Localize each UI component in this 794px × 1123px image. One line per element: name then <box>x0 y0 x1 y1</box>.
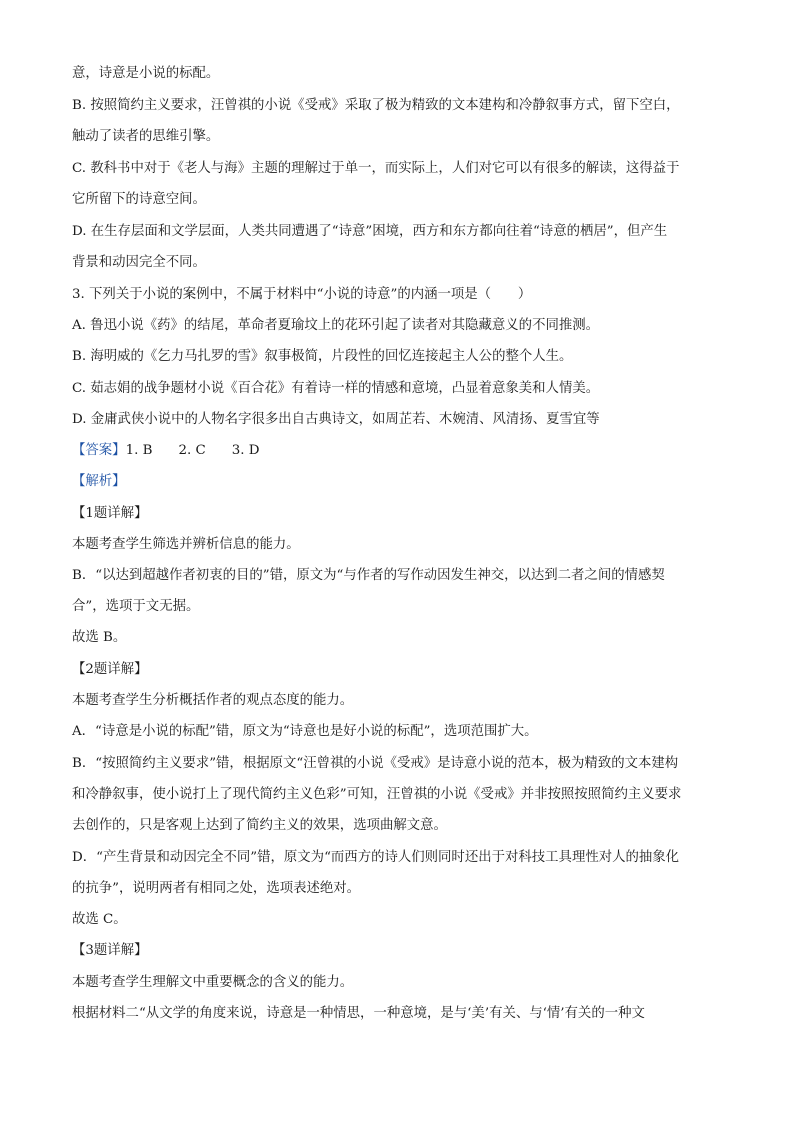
answer-item: 3. D <box>231 443 260 458</box>
analysis-label: 【解析】 <box>72 474 126 489</box>
answer-item: 1. B <box>125 443 153 458</box>
q2-line: 去创作的，只是客观上达到了简约主义的效果，选项曲解文意。 <box>72 818 447 833</box>
q2-conclusion: 故选 C。 <box>72 912 127 927</box>
q3-heading: 【3题详解】 <box>72 943 148 958</box>
answer-label: 【答案】 <box>72 443 126 458</box>
q1-line: 本题考查学生筛选并辨析信息的能力。 <box>72 537 300 552</box>
q2-line: 和冷静叙事，使小说打上了现代简约主义色彩”可知，汪曾祺的小说《受戒》并非按照按照简约主义要求 <box>72 787 682 802</box>
q1-conclusion: 故选 B。 <box>72 630 127 645</box>
q1-heading: 【1题详解】 <box>72 506 148 521</box>
question-3-option-c: C. 茹志娟的战争题材小说《百合花》有着诗一样的情感和意境，凸显着意象美和人情美。 <box>72 381 600 396</box>
answer-line <box>72 441 724 461</box>
q2-line: 本题考查学生分析概括作者的观点态度的能力。 <box>72 693 354 708</box>
q2-line: 的抗争”，说明两者有相同之处，选项表述绝对。 <box>72 881 361 896</box>
question-3-option-b: B. 海明威的《乞力马扎罗的雪》叙事极简，片段性的回忆连接起主人公的整个人生。 <box>72 349 573 364</box>
question-3-option-a: A. 鲁迅小说《药》的结尾，革命者夏瑜坟上的花环引起了读者对其隐藏意义的不同推测。 <box>72 318 600 333</box>
q2-heading: 【2题详解】 <box>72 662 148 677</box>
text-line: 触动了读者的思维引擎。 <box>72 129 220 144</box>
q3-line: 本题考查学生理解文中重要概念的含义的能力。 <box>72 975 354 990</box>
q2-line: A．“诗意是小说的标配”错，原文为“诗意也是好小说的标配”，选项范围扩大。 <box>72 724 538 739</box>
q3-line: 根据材料二“从文学的角度来说，诗意是一种情思，一种意境，是与‘美’有关、与‘情’有关的一种文 <box>72 1006 645 1021</box>
option-c-line: C. 教科书中对于《老人与海》主题的理解过于单一，而实际上，人们对它可以有很多的解读，这得益于 <box>72 161 680 176</box>
q2-line: B．“按照简约主义要求”错，根据原文“汪曾祺的小说《受戒》是诗意小说的范本，极为精致的文本建构 <box>72 756 679 771</box>
q1-line: 合”，选项于文无据。 <box>72 599 200 614</box>
answer-item: 2. C <box>178 443 206 458</box>
text-line: 意，诗意是小说的标配。 <box>72 66 220 81</box>
option-b-line: B. 按照简约主义要求，汪曾祺的小说《受戒》采取了极为精致的文本建构和冷静叙事方式，留下空白， <box>72 98 680 113</box>
question-3-option-d: D. 金庸武侠小说中的人物名字很多出自古典诗文，如周芷若、木婉清、风清扬、夏雪宜等 <box>72 412 600 427</box>
q2-line: D．“产生背景和动因完全不同”错，原文为“而西方的诗人们则同时还出于对科技工具理性对人的抽象化 <box>72 850 680 865</box>
text-line: 它所留下的诗意空间。 <box>72 192 206 207</box>
text-line: 背景和动因完全不同。 <box>72 255 206 270</box>
q1-line: B．“以达到超越作者初衷的目的”错，原文为“与作者的写作动因发生神交，以达到二者之间的情感契 <box>72 568 665 583</box>
question-3-stem: 3. 下列关于小说的案例中，不属于材料中“小说的诗意”的内涵一项是（ ） <box>72 287 532 302</box>
option-d-line: D. 在生存层面和文学层面，人类共同遭遇了“诗意”困境，西方和东方都向往着“诗意的栖居”，但产生 <box>72 224 668 239</box>
